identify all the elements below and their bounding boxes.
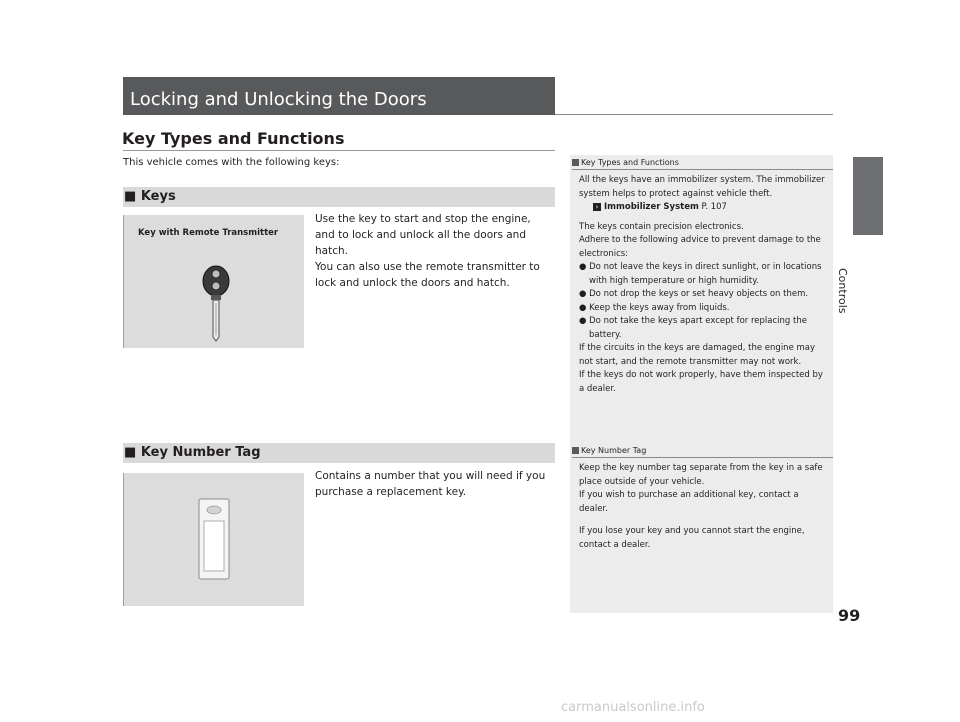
section-intro: This vehicle comes with the following keys: [123, 157, 340, 168]
keys-heading-text: Keys [140, 189, 176, 204]
note-rule [572, 169, 833, 170]
note-key-number-tag-body [579, 462, 827, 552]
note-rule [572, 457, 833, 458]
reference-page: P. 107 [701, 202, 727, 212]
keys-heading [124, 189, 176, 204]
key-number-tag-paragraph: Contains a number that you will need if you purchase a replacement key. [315, 470, 546, 498]
key-number-tag-heading [124, 445, 261, 460]
page-number: 99 [838, 606, 861, 625]
key-number-tag-heading-text: Key Number Tag [140, 445, 261, 460]
note-line: If the circuits in the keys are damaged, the engine may not start, and the remote transmitter may not work. [579, 343, 816, 367]
chapter-title: Locking and Unlocking the Doors [130, 89, 427, 110]
note-line: Keep the key number tag separate from the key in a safe place outside of your vehicle. [579, 463, 823, 487]
key-figure-caption: Key with Remote Transmitter [138, 228, 279, 238]
key-tag-icon [196, 497, 232, 583]
note-key-types-heading: Key Types and Functions [572, 158, 679, 167]
note-line: If you lose your key and you cannot start the engine, contact a dealer. [579, 526, 805, 550]
keys-paragraph-2: You can also use the remote transmitter to lock and unlock the doors and hatch. [315, 261, 540, 289]
note-bullet: ● Do not take the keys apart except for replacing the battery. [579, 316, 807, 340]
section-title: Key Types and Functions [122, 129, 345, 148]
note-key-number-tag-heading: Key Number Tag [572, 446, 646, 455]
note-key-types-body [579, 174, 827, 396]
key-figure [123, 215, 304, 348]
note-line: If you wish to purchase an additional key, contact a dealer. [579, 490, 799, 514]
note-line: The keys contain precision electronics. [579, 221, 744, 232]
note-line: Adhere to the following advice to prevent damage to the electronics: [579, 235, 821, 259]
cross-reference [579, 201, 827, 215]
side-tab-label: Controls [836, 268, 849, 314]
heading-marker: ■ [124, 445, 137, 460]
keys-paragraph-1: Use the key to start and stop the engine, and to lock and unlock all the doors and hatch. [315, 213, 531, 257]
reference-label: Immobilizer System [604, 202, 699, 212]
side-tab [853, 157, 883, 235]
key-tag-figure [123, 473, 304, 606]
note-line: If the keys do not work properly, have them inspected by a dealer. [579, 370, 823, 394]
note-bullet: ● Do not leave the keys in direct sunlight, or in locations with high temperature or high humidity. [579, 262, 822, 286]
keys-heading-bar [123, 187, 555, 207]
note-marker-icon [572, 159, 579, 166]
watermark: carmanualsonline.info [561, 700, 705, 715]
remote-key-icon [200, 263, 246, 343]
note-marker-icon [572, 447, 579, 454]
chapter-rule [555, 114, 833, 115]
note-bullet: ● Keep the keys away from liquids. [579, 302, 730, 313]
reference-arrow-icon: › [593, 203, 601, 211]
heading-marker: ■ [124, 189, 137, 204]
note-line: All the keys have an immobilizer system. The immobilizer system helps to protect against vehicle theft. [579, 175, 825, 199]
note-bullet: ● Do not drop the keys or set heavy objects on them. [579, 289, 809, 299]
section-rule [123, 150, 555, 151]
